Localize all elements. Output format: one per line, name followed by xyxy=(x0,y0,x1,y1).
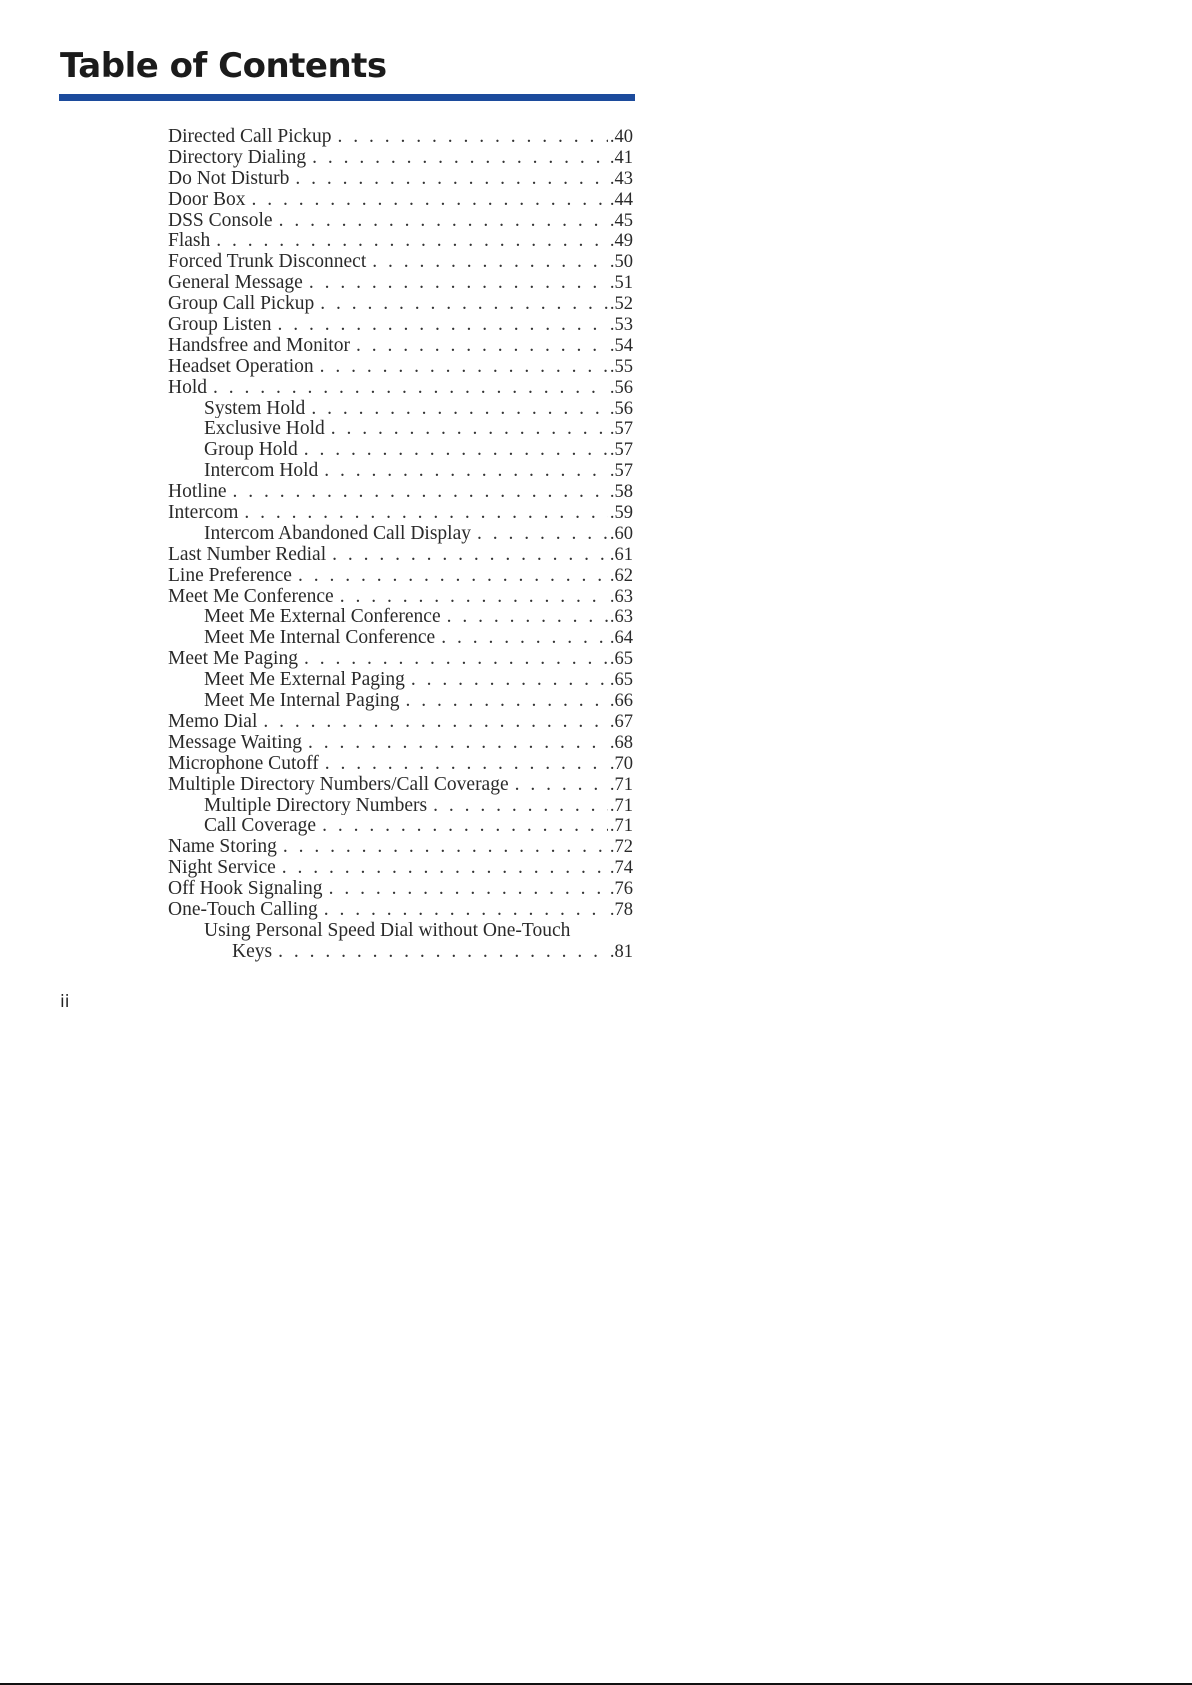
toc-entry[interactable] xyxy=(168,314,633,335)
toc-entry-title: Meet Me Internal Conference xyxy=(204,627,436,649)
toc-entry[interactable] xyxy=(168,627,633,648)
toc-entry-title: Handsfree and Monitor xyxy=(168,334,350,356)
toc-entry-page-number: .57 xyxy=(609,419,633,440)
toc-entry-title: Directory Dialing xyxy=(168,146,307,168)
toc-entry-page-number: .64 xyxy=(609,628,633,649)
toc-entry[interactable] xyxy=(168,189,633,210)
toc-entry[interactable] xyxy=(168,356,633,377)
toc-entry[interactable] xyxy=(168,126,633,147)
toc-entry-title: Do Not Disturb xyxy=(168,167,290,189)
toc-entry-page-number: .63 xyxy=(609,586,633,607)
dot-leader xyxy=(372,251,608,272)
toc-entry[interactable] xyxy=(168,774,633,795)
toc-entry-page-number: .51 xyxy=(609,273,633,294)
toc-entry[interactable] xyxy=(168,418,633,439)
toc-entry[interactable] xyxy=(168,857,633,878)
toc-entry-title: Multiple Directory Numbers/Call Coverage xyxy=(168,773,509,795)
toc-entry-title: Group Listen xyxy=(168,314,272,335)
dot-leader xyxy=(329,878,608,899)
dot-leader xyxy=(477,523,608,544)
toc-entry[interactable] xyxy=(168,878,633,899)
toc-entry-page-number: .71 xyxy=(609,795,633,816)
heading-rule xyxy=(59,94,635,101)
toc-entry-title: Meet Me External Conference xyxy=(204,606,441,628)
dot-leader xyxy=(332,544,608,565)
toc-entry[interactable] xyxy=(168,168,633,189)
toc-entry-page-number: .55 xyxy=(609,356,633,377)
dot-leader xyxy=(515,774,608,795)
toc-entry-title: Directed Call Pickup xyxy=(168,126,332,147)
dot-leader xyxy=(216,230,608,251)
toc-entry-page-number: .67 xyxy=(609,711,633,732)
dot-leader xyxy=(304,439,608,460)
toc-entry[interactable] xyxy=(168,941,633,962)
toc-entry-title: Off Hook Signaling xyxy=(168,878,323,899)
toc-entry-page-number: .45 xyxy=(609,210,633,231)
toc-entry-title: Door Box xyxy=(168,188,246,210)
toc-entry-page-number: .58 xyxy=(609,482,633,503)
toc-entry[interactable] xyxy=(168,648,633,669)
toc-entry-page-number: .65 xyxy=(609,649,633,670)
toc-entry[interactable] xyxy=(168,502,633,523)
dot-leader xyxy=(338,126,608,147)
toc-entry-page-number: .40 xyxy=(609,127,633,147)
toc-entry[interactable] xyxy=(168,230,633,251)
toc-entry[interactable] xyxy=(168,460,633,481)
toc-entry-title: Meet Me External Paging xyxy=(204,669,405,691)
toc-entry-title: Keys xyxy=(232,940,273,962)
toc-entry-title: DSS Console xyxy=(168,209,273,231)
dot-leader xyxy=(277,314,607,335)
toc-entry-title: General Message xyxy=(168,272,303,294)
dot-leader xyxy=(406,690,608,711)
dot-leader xyxy=(441,627,608,648)
toc-entry-page-number: .70 xyxy=(609,753,633,774)
dot-leader xyxy=(325,753,608,774)
toc-entry[interactable] xyxy=(168,753,633,774)
toc-entry[interactable] xyxy=(168,899,633,920)
toc-entry[interactable] xyxy=(168,836,633,857)
toc-entry[interactable] xyxy=(168,544,633,565)
toc-entry-title: Group Call Pickup xyxy=(168,293,315,315)
toc-entry-page-number: .57 xyxy=(609,461,633,482)
toc-entry-page-number: .43 xyxy=(609,168,633,189)
toc-entry-title: Last Number Redial xyxy=(168,543,327,565)
dot-leader xyxy=(312,147,608,168)
toc-entry-page-number: .68 xyxy=(609,732,633,753)
toc-entry-title: Multiple Directory Numbers xyxy=(204,794,428,816)
toc-entry-title: Memo Dial xyxy=(168,710,258,732)
dot-leader xyxy=(233,481,608,502)
toc-entry[interactable] xyxy=(168,606,633,627)
toc-entry-title: Name Storing xyxy=(168,836,277,858)
dot-leader xyxy=(320,293,608,314)
table-of-contents xyxy=(168,126,633,962)
page-title: Table of Contents xyxy=(60,46,387,86)
dot-leader xyxy=(411,669,608,690)
dot-leader xyxy=(279,210,608,231)
toc-entry-title: Group Hold xyxy=(204,439,298,461)
toc-entry-title: System Hold xyxy=(204,397,306,419)
toc-entry-page-number: .81 xyxy=(609,941,633,962)
dot-leader xyxy=(283,836,608,857)
dot-leader xyxy=(278,941,608,962)
toc-entry[interactable] xyxy=(168,815,633,836)
toc-entry-title: Message Waiting xyxy=(168,731,303,753)
dot-leader xyxy=(340,586,608,607)
toc-entry-page-number: .50 xyxy=(609,252,633,273)
dot-leader xyxy=(308,732,608,753)
toc-entry-title: Hotline xyxy=(168,481,227,503)
toc-entry[interactable] xyxy=(168,523,633,544)
toc-entry[interactable] xyxy=(168,272,633,293)
dot-leader xyxy=(320,356,608,377)
toc-entry-page-number: .60 xyxy=(609,523,633,544)
toc-entry-title: Call Coverage xyxy=(204,815,317,837)
toc-entry[interactable] xyxy=(168,481,633,502)
toc-entry-page-number: .49 xyxy=(609,231,633,252)
dot-leader xyxy=(433,795,608,816)
toc-entry-page-number: .62 xyxy=(609,565,633,586)
page-number: ii xyxy=(60,992,70,1012)
toc-entry[interactable] xyxy=(168,251,633,272)
dot-leader xyxy=(251,189,607,210)
toc-entry[interactable] xyxy=(168,711,633,732)
toc-entry-page-number: .71 xyxy=(609,816,633,837)
toc-entry-page-number: .71 xyxy=(609,774,633,795)
toc-entry-page-number: .59 xyxy=(609,503,633,523)
toc-entry-page-number: .72 xyxy=(609,837,633,858)
dot-leader xyxy=(311,398,608,419)
toc-entry-page-number: .44 xyxy=(609,189,633,210)
toc-entry-page-number: .74 xyxy=(609,858,633,879)
toc-entry-title: Line Preference xyxy=(168,564,292,586)
dot-leader xyxy=(244,502,607,523)
toc-entry-page-number: .56 xyxy=(609,398,633,419)
toc-entry-title: Microphone Cutoff xyxy=(168,752,319,774)
toc-entry[interactable] xyxy=(168,669,633,690)
toc-entry-page-number: .61 xyxy=(609,544,633,565)
toc-entry-title: Meet Me Paging xyxy=(168,648,298,670)
toc-entry-title: Forced Trunk Disconnect xyxy=(168,251,367,273)
toc-entry-title: Night Service xyxy=(168,857,276,879)
toc-entry[interactable] xyxy=(168,795,633,816)
dot-leader xyxy=(356,335,608,356)
toc-entry[interactable] xyxy=(168,439,633,460)
toc-entry-page-number: .54 xyxy=(609,335,633,356)
toc-entry[interactable] xyxy=(168,732,633,753)
toc-entry-title: Exclusive Hold xyxy=(204,418,325,440)
dot-leader xyxy=(298,565,608,586)
toc-entry[interactable] xyxy=(168,335,633,356)
toc-entry[interactable] xyxy=(168,586,633,607)
toc-entry-page-number: .52 xyxy=(609,294,633,315)
toc-entry-page-number: .76 xyxy=(609,879,633,899)
dot-leader xyxy=(213,377,608,398)
toc-entry-title: Intercom Abandoned Call Display xyxy=(204,522,471,544)
toc-entry[interactable] xyxy=(168,565,633,586)
dot-leader xyxy=(324,460,608,481)
dot-leader xyxy=(309,272,608,293)
toc-entry-title: Intercom Hold xyxy=(204,460,319,482)
toc-entry[interactable] xyxy=(168,398,633,419)
dot-leader xyxy=(447,606,608,627)
dot-leader xyxy=(282,857,608,878)
toc-entry-page-number: .63 xyxy=(609,607,633,628)
toc-entry-page-number: .53 xyxy=(609,315,633,335)
toc-entry-title: One-Touch Calling xyxy=(168,898,318,920)
toc-entry[interactable] xyxy=(168,690,633,711)
dot-leader xyxy=(324,899,608,920)
toc-entry-title: Using Personal Speed Dial without One-Touch xyxy=(204,919,571,941)
dot-leader xyxy=(304,648,608,669)
toc-entry[interactable] xyxy=(168,210,633,231)
toc-entry-page-number: .41 xyxy=(609,147,633,168)
toc-entry[interactable] xyxy=(168,147,633,168)
toc-entry-page-number: .66 xyxy=(609,691,633,711)
toc-entry-title: Meet Me Conference xyxy=(168,585,334,607)
toc-entry-page-number: .56 xyxy=(609,377,633,398)
toc-entry-title: Flash xyxy=(168,230,211,252)
toc-entry-page-number: .57 xyxy=(609,440,633,461)
toc-entry-title: Hold xyxy=(168,376,207,398)
dot-leader xyxy=(295,168,608,189)
toc-entry[interactable] xyxy=(168,293,633,314)
toc-entry-page-number: .65 xyxy=(609,670,633,691)
dot-leader xyxy=(263,711,608,732)
dot-leader xyxy=(322,815,608,836)
toc-entry-title: Meet Me Internal Paging xyxy=(204,690,400,711)
toc-entry-title: Intercom xyxy=(168,502,239,523)
toc-entry[interactable] xyxy=(168,920,633,941)
toc-entry-title: Headset Operation xyxy=(168,355,314,377)
toc-entry[interactable] xyxy=(168,377,633,398)
dot-leader xyxy=(331,418,608,439)
toc-entry-page-number: .78 xyxy=(609,899,633,920)
